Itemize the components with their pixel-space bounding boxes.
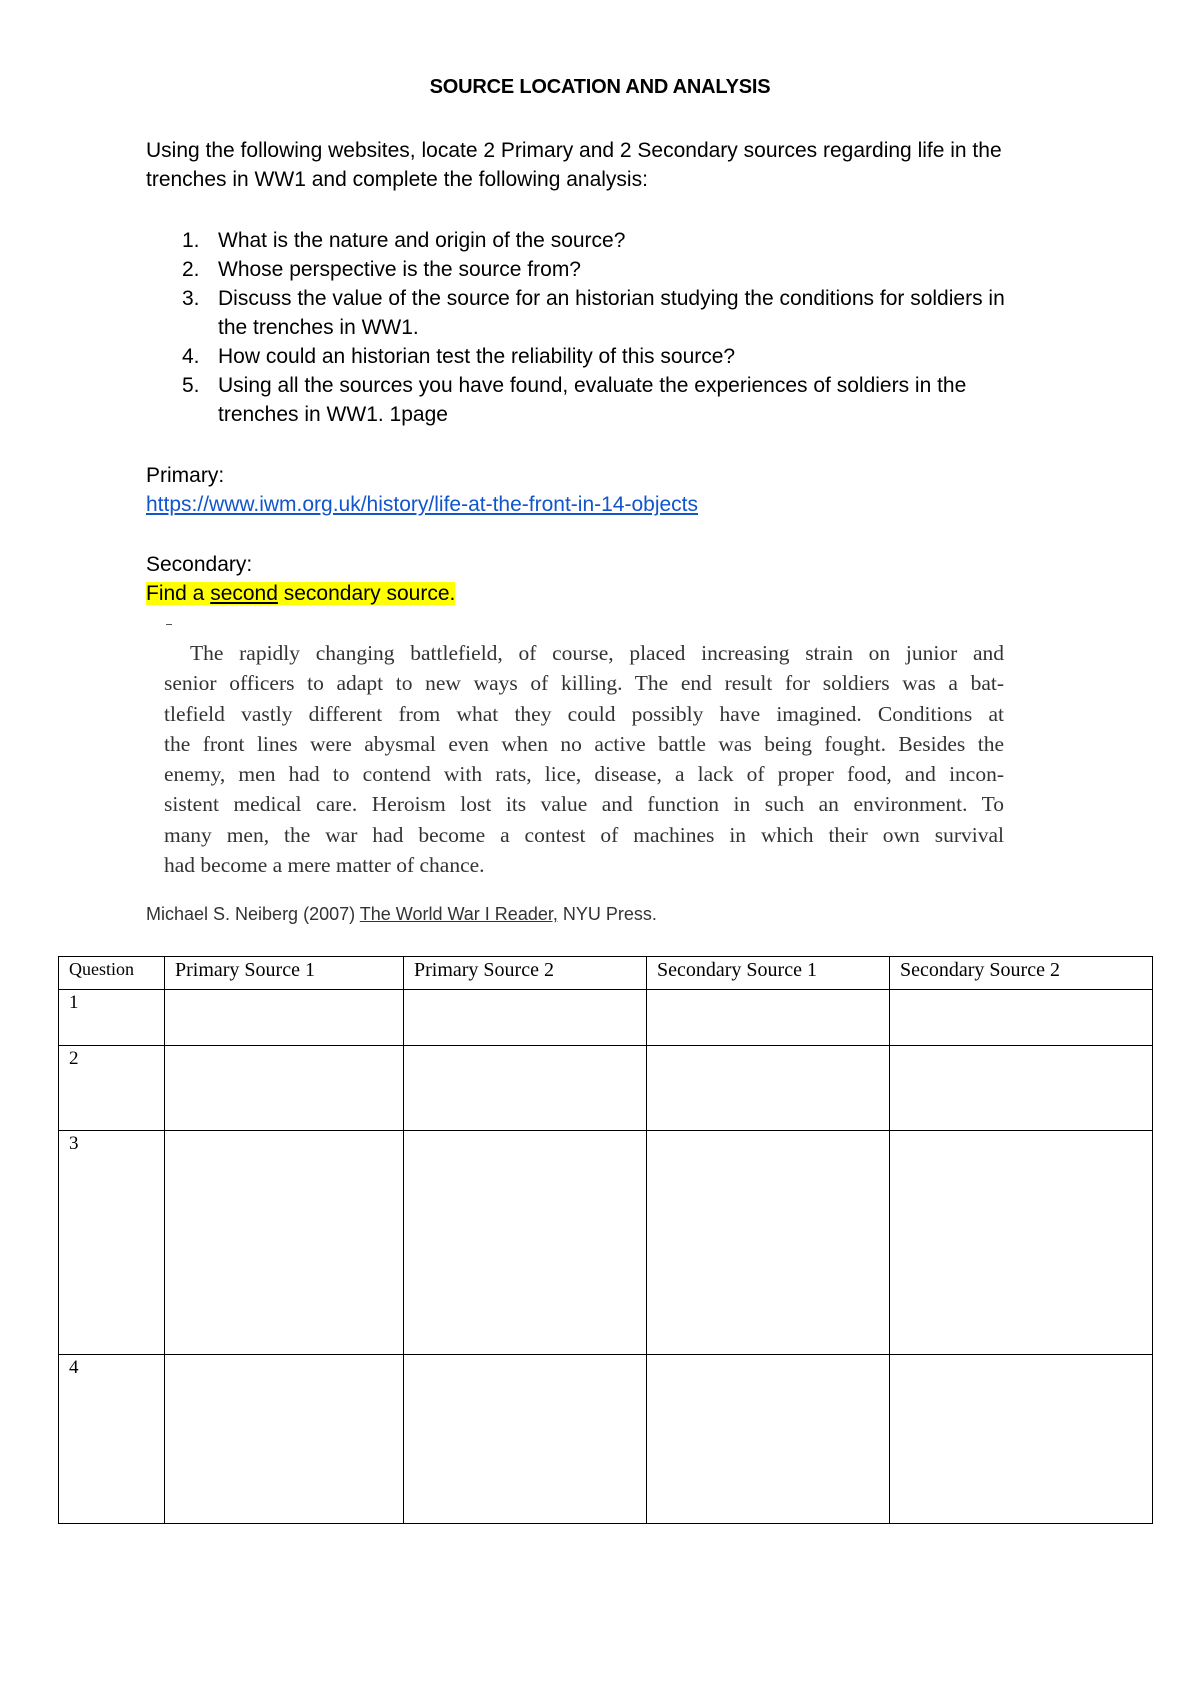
book-excerpt-image bbox=[164, 638, 1004, 880]
column-header-secondary-1: Secondary Source 1 bbox=[647, 957, 890, 990]
highlight-text: secondary source. bbox=[277, 582, 456, 605]
question-item bbox=[146, 255, 1066, 284]
analysis-table bbox=[58, 956, 1153, 1524]
question-item bbox=[146, 342, 1066, 371]
question-item bbox=[146, 371, 1066, 429]
answer-cell[interactable] bbox=[165, 1046, 404, 1131]
answer-cell[interactable] bbox=[890, 990, 1153, 1046]
question-item bbox=[146, 226, 1066, 255]
table-header-row bbox=[59, 957, 1153, 990]
answer-cell[interactable] bbox=[890, 1131, 1153, 1355]
question-number: 3. bbox=[182, 287, 200, 310]
excerpt-line: the front lines were abysmal even when no active battle was being fought. Besides the bbox=[164, 731, 1004, 756]
row-question-number: 2 bbox=[59, 1046, 165, 1131]
answer-cell[interactable] bbox=[647, 1046, 890, 1131]
answer-cell[interactable] bbox=[165, 1131, 404, 1355]
answer-cell[interactable] bbox=[647, 1355, 890, 1524]
table-row bbox=[59, 1355, 1153, 1524]
question-text: What is the nature and origin of the source? bbox=[218, 229, 626, 252]
document-title: SOURCE LOCATION AND ANALYSIS bbox=[429, 76, 771, 98]
answer-cell[interactable] bbox=[890, 1355, 1153, 1524]
excerpt-line: tlefield vastly different from what they could possibly have imagined. Conditions at bbox=[164, 701, 1004, 726]
citation-publisher: NYU Press. bbox=[557, 904, 657, 924]
table-row bbox=[59, 1046, 1153, 1131]
excerpt-line: had become a mere matter of chance. bbox=[164, 853, 485, 878]
question-text: Using all the sources you have found, evaluate the experiences of soldiers in the bbox=[218, 374, 967, 397]
column-header-primary-2: Primary Source 2 bbox=[404, 957, 647, 990]
answer-cell[interactable] bbox=[647, 1131, 890, 1355]
column-header-primary-1: Primary Source 1 bbox=[165, 957, 404, 990]
answer-cell[interactable] bbox=[647, 990, 890, 1046]
excerpt-line: sistent medical care. Heroism lost its value and function in such an environment. To bbox=[164, 792, 1004, 817]
question-number: 1. bbox=[182, 229, 200, 252]
excerpt-line: The rapidly changing battlefield, of course, placed increasing strain on junior and bbox=[190, 641, 1004, 665]
excerpt-line: senior officers to adapt to new ways of killing. The end result for soldiers was a bat- bbox=[164, 671, 1004, 696]
excerpt-citation bbox=[146, 904, 657, 925]
answer-cell[interactable] bbox=[165, 1355, 404, 1524]
answer-cell[interactable] bbox=[165, 990, 404, 1046]
intro-line: Using the following websites, locate 2 Primary and 2 Secondary sources regarding life in the bbox=[146, 139, 1002, 162]
table-row bbox=[59, 990, 1153, 1046]
question-text: Whose perspective is the source from? bbox=[218, 258, 581, 281]
answer-cell[interactable] bbox=[404, 1355, 647, 1524]
excerpt-scan-mark bbox=[166, 624, 172, 625]
primary-label: Primary: bbox=[146, 464, 225, 487]
intro-paragraph bbox=[146, 136, 1066, 194]
question-text: Discuss the value of the source for an historian studying the conditions for soldiers in bbox=[218, 287, 1005, 310]
table-row bbox=[59, 1131, 1153, 1355]
row-question-number: 4 bbox=[59, 1355, 165, 1524]
row-question-number: 3 bbox=[59, 1131, 165, 1355]
answer-cell[interactable] bbox=[404, 990, 647, 1046]
primary-source-link[interactable]: https://www.iwm.org.uk/history/life-at-the-front-in-14-objects bbox=[146, 493, 699, 516]
column-header-secondary-2: Secondary Source 2 bbox=[890, 957, 1153, 990]
citation-author: Michael S. Neiberg (2007) bbox=[146, 904, 360, 924]
answer-cell[interactable] bbox=[404, 1046, 647, 1131]
question-item bbox=[146, 284, 1066, 342]
question-text-continued: the trenches in WW1. bbox=[218, 316, 419, 339]
question-number: 4. bbox=[182, 345, 200, 368]
citation-book-title: The World War I Reader, bbox=[359, 904, 558, 924]
highlight-underlined-word: second bbox=[210, 582, 278, 605]
intro-line: trenches in WW1 and complete the following analysis: bbox=[146, 168, 648, 191]
answer-cell[interactable] bbox=[404, 1131, 647, 1355]
secondary-label: Secondary: bbox=[146, 553, 253, 576]
question-text: How could an historian test the reliability of this source? bbox=[218, 345, 736, 368]
question-number: 2. bbox=[182, 258, 200, 281]
column-header-question: Question bbox=[59, 957, 165, 990]
question-number: 5. bbox=[182, 374, 200, 397]
question-list bbox=[146, 226, 1066, 429]
highlight-text: Find a bbox=[146, 582, 211, 605]
excerpt-line: enemy, men had to contend with rats, lice, disease, a lack of proper food, and incon- bbox=[164, 762, 1004, 787]
highlight-span bbox=[146, 582, 455, 605]
row-question-number: 1 bbox=[59, 990, 165, 1046]
excerpt-line: many men, the war had become a contest of machines in which their own survival bbox=[164, 822, 1004, 847]
question-text-continued: trenches in WW1. 1page bbox=[218, 403, 448, 426]
answer-cell[interactable] bbox=[890, 1046, 1153, 1131]
highlighted-instruction bbox=[146, 579, 455, 608]
